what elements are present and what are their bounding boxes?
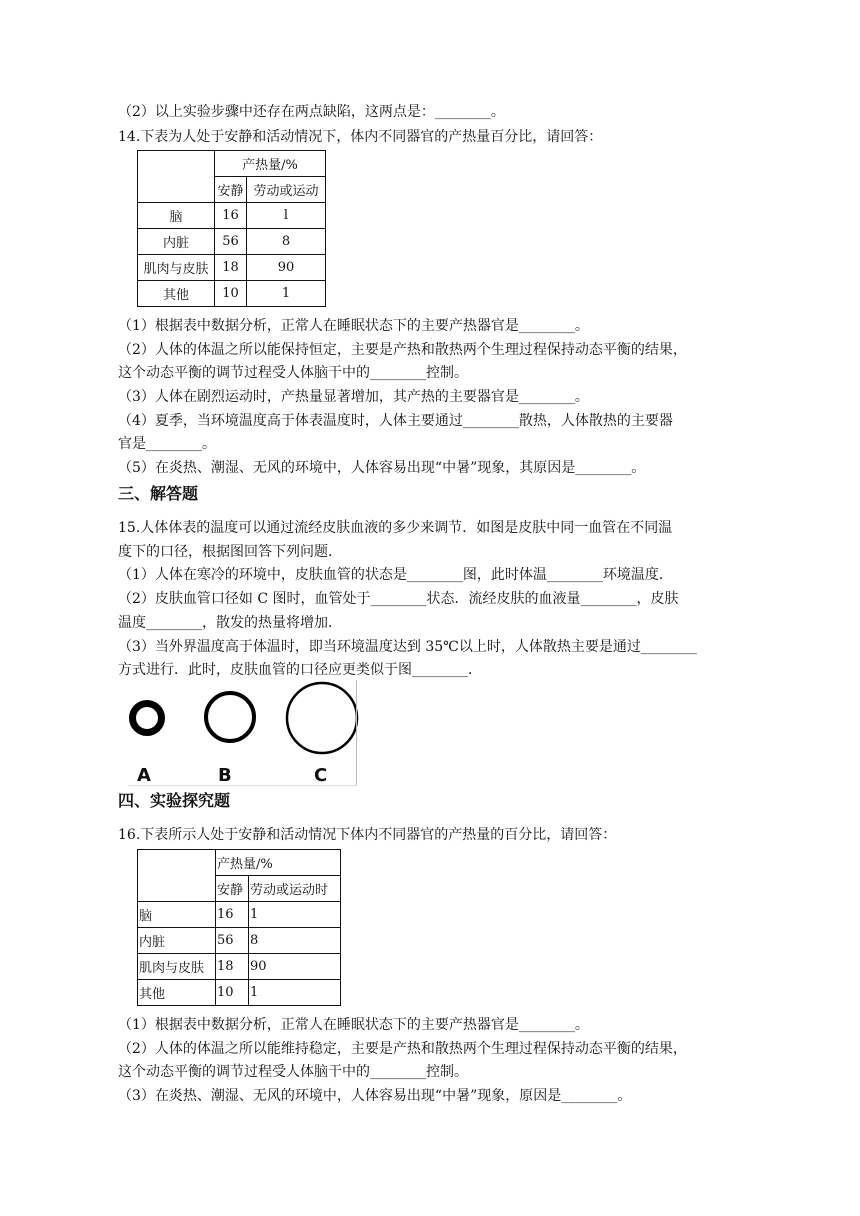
q16-line-1: （1）根据表中数据分析，正常人在睡眠状态下的主要产热器官是________。 bbox=[118, 1017, 589, 1033]
table-cell-organ: 其他 bbox=[138, 980, 216, 1006]
table-cell-organ: 肌肉与皮肤 bbox=[138, 255, 215, 281]
q15-line-7: 方式进行．此时，皮肤血管的口径应更类似于图________． bbox=[118, 662, 482, 678]
q14-line-1: （1）根据表中数据分析，正常人在睡眠状态下的主要产热器官是________。 bbox=[118, 318, 589, 334]
vessel-label-a: A bbox=[137, 765, 151, 786]
table-corner-cell bbox=[138, 151, 215, 203]
table-cell-organ: 肌肉与皮肤 bbox=[138, 954, 216, 980]
vessel-diameter-figure bbox=[128, 680, 360, 786]
q15-line-3: （1）人体在寒冷的环境中，皮肤血管的状态是________图，此时体温________环境温度． bbox=[118, 567, 673, 583]
vessel-label-b: B bbox=[218, 765, 232, 786]
q15-line-2: 度下的口径，根据图回答下列问题． bbox=[118, 544, 342, 560]
q15-line-1: 15.人体体表的温度可以通过流经皮肤血液的多少来调节．如图是皮肤中同一血管在不同温 bbox=[118, 520, 673, 536]
q16-line-2: （2）人体的体温之所以能维持稳定，主要是产热和散热两个生理过程保持动态平衡的结果， bbox=[118, 1041, 687, 1057]
table-cell-rest: 18 bbox=[215, 255, 247, 281]
q14-line-4: （3）人体在剧烈运动时，产热量显著增加，其产热的主要器官是________。 bbox=[118, 389, 589, 405]
table-row bbox=[138, 980, 341, 1006]
q14-intro: 14.下表为人处于安静和活动情况下，体内不同器官的产热量百分比，请回答： bbox=[118, 129, 603, 145]
section-heading-3: 三、解答题 bbox=[118, 484, 199, 503]
table-cell-rest: 10 bbox=[216, 980, 249, 1006]
table-cell-active: 8 bbox=[249, 928, 341, 954]
table-cell-active: 90 bbox=[249, 954, 341, 980]
table-cell-rest: 18 bbox=[216, 954, 249, 980]
table-header-active: 劳动或运动 bbox=[247, 177, 326, 203]
table-cell-rest: 10 bbox=[215, 281, 247, 307]
table-header-group: 产热量/% bbox=[216, 850, 341, 876]
table-cell-rest: 56 bbox=[215, 229, 247, 255]
table-cell-active: 90 bbox=[247, 255, 326, 281]
q14-heat-table bbox=[137, 150, 326, 307]
q16-heat-table bbox=[137, 849, 341, 1006]
table-header-rest: 安静 bbox=[215, 177, 247, 203]
figure-border-right bbox=[356, 680, 357, 786]
table-cell-active: 1 bbox=[249, 902, 341, 928]
q14-line-5: （4）夏季，当环境温度高于体表温度时，人体主要通过________散热，人体散热的主要器 bbox=[118, 413, 673, 429]
q14-line-7: （5）在炎热、潮湿、无风的环境中，人体容易出现“中暑”现象，其原因是________。 bbox=[118, 460, 646, 476]
table-cell-active: l bbox=[247, 203, 326, 229]
table-cell-organ: 其他 bbox=[138, 281, 215, 307]
table-cell-active: 8 bbox=[247, 229, 326, 255]
q13-part2: （2）以上实验步骤中还存在两点缺陷，这两点是：________。 bbox=[118, 104, 505, 120]
q16-intro: 16.下表所示人处于安静和活动情况下体内不同器官的产热量的百分比，请回答： bbox=[118, 827, 617, 843]
vessel-b-circle bbox=[206, 693, 254, 741]
table-row bbox=[138, 954, 341, 980]
table-row bbox=[138, 151, 326, 177]
table-cell-rest: 56 bbox=[216, 928, 249, 954]
q15-line-5: 温度________，散发的热量将增加． bbox=[118, 615, 342, 631]
table-row bbox=[138, 850, 341, 876]
section-heading-4: 四、实验探究题 bbox=[118, 791, 231, 810]
table-row bbox=[138, 928, 341, 954]
table-cell-organ: 内脏 bbox=[138, 229, 215, 255]
table-row bbox=[138, 203, 326, 229]
table-header-active: 劳动或运动时 bbox=[249, 876, 341, 902]
vessel-circles-svg bbox=[128, 680, 360, 764]
table-cell-rest: 16 bbox=[215, 203, 247, 229]
table-header-rest: 安静 bbox=[216, 876, 249, 902]
q16-line-3: 这个动态平衡的调节过程受人体脑干中的________控制。 bbox=[118, 1064, 468, 1080]
table-corner-cell bbox=[138, 850, 216, 902]
q14-line-2: （2）人体的体温之所以能保持恒定，主要是产热和散热两个生理过程保持动态平衡的结果， bbox=[118, 342, 687, 358]
table-row bbox=[138, 902, 341, 928]
vessel-a-circle bbox=[133, 704, 162, 733]
q15-line-4: （2）皮肤血管口径如 C 图时，血管处于________状态．流经皮肤的血液量________，皮肤 bbox=[118, 591, 679, 607]
q14-line-6: 官是________。 bbox=[118, 436, 216, 452]
table-row bbox=[138, 229, 326, 255]
table-row bbox=[138, 255, 326, 281]
table-cell-active: 1 bbox=[247, 281, 326, 307]
vessel-c-circle bbox=[287, 683, 357, 753]
table-cell-organ: 内脏 bbox=[138, 928, 216, 954]
table-cell-organ: 脑 bbox=[138, 203, 215, 229]
q14-line-3: 这个动态平衡的调节过程受人体脑干中的________控制。 bbox=[118, 365, 468, 381]
table-cell-organ: 脑 bbox=[138, 902, 216, 928]
vessel-label-c: C bbox=[314, 765, 328, 786]
table-cell-rest: 16 bbox=[216, 902, 249, 928]
table-header-group: 产热量/% bbox=[215, 151, 326, 177]
table-cell-active: 1 bbox=[249, 980, 341, 1006]
q16-line-4: （3）在炎热、潮湿、无风的环境中，人体容易出现“中暑”现象，原因是________。 bbox=[118, 1088, 632, 1104]
q15-line-6: （3）当外界温度高于体温时，即当环境温度达到 35℃以上时，人体散热主要是通过________ bbox=[118, 639, 697, 655]
table-row bbox=[138, 281, 326, 307]
